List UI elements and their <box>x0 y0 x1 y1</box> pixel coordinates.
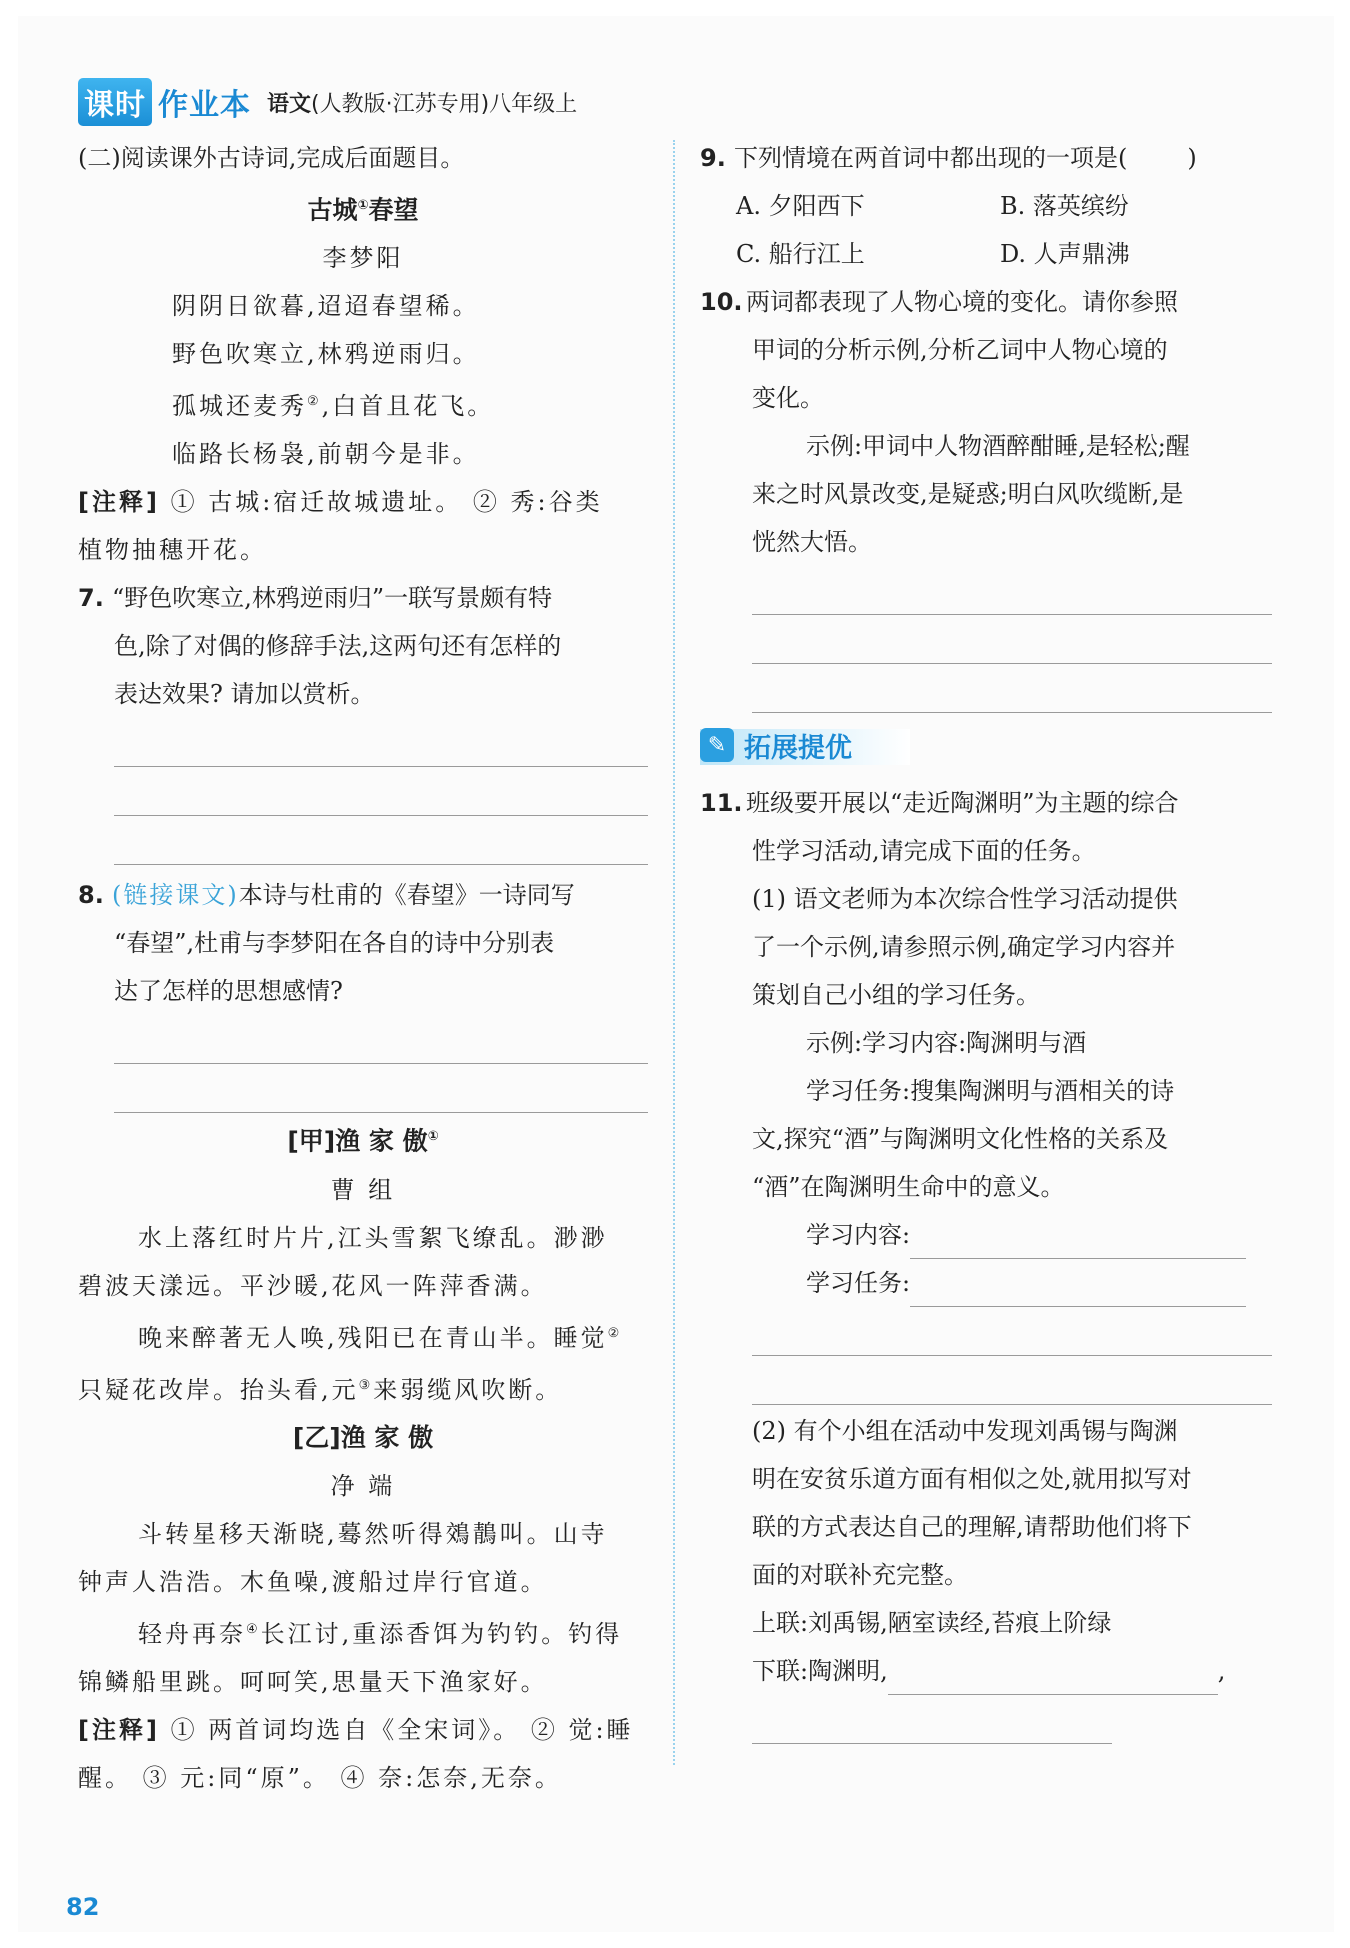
note-tag: [注释] <box>78 1715 160 1744</box>
answer-line[interactable] <box>114 718 648 767</box>
question-number: 10. <box>700 288 743 316</box>
answer-line[interactable] <box>114 1015 648 1064</box>
page-header <box>78 78 577 126</box>
note1: [注释] ① 古城:宿迁故城遗址。 ② 秀:谷类 <box>78 488 603 517</box>
left-column <box>78 134 648 1802</box>
page-number: 82 <box>66 1893 100 1921</box>
link-textbook-tag: (链接课文) <box>112 881 239 910</box>
right-column <box>700 134 1272 1744</box>
example-task: 学习任务:搜集陶渊明与酒相关的诗 <box>806 1077 1175 1105</box>
option-a[interactable]: A. 夕阳西下 <box>736 192 865 220</box>
poem1-author: 李梦阳 <box>322 244 404 273</box>
answer-line[interactable] <box>114 767 648 816</box>
answer-line[interactable] <box>114 816 648 865</box>
question-9: 9. 下列情境在两首词中都出现的一项是( ) A. 夕阳西下 B. 落英缤纷 C. 船行江上 D. 人声鼎沸 <box>700 134 1272 278</box>
book-logo <box>78 78 251 126</box>
answer-line[interactable] <box>752 1356 1272 1405</box>
question-11: 11. 班级要开展以“走近陶渊明”为主题的综合 性学习活动,请完成下面的任务。 (1) 语文老师为本次综合性学习活动提供 了一个示例,请参照示例,确定学习内容并 策划自己小组的学习任务。 示例:学习内容:陶渊明与酒 学习任务:搜集陶渊明与酒相关的诗 文,探究“酒”与陶渊明文化性格的关系及 “酒”在陶渊明生命中的意义。 学习内容: 学习任务: (2) 有个小组在活动中发现刘禹锡与陶渊 明在安贫乐道方面有相似之处,就用拟写对 联的方式表达自己的理解,请帮助他们将下 面的对联补充完整。 上联:刘禹锡,陋室读经,苔痕上阶绿 下联:陶渊明, , <box>700 779 1272 1744</box>
option-b[interactable]: B. 落英缤纷 <box>1000 192 1129 220</box>
question-number: 8. <box>78 881 104 910</box>
poem1-line: 临路长杨袅,前朝今是非。 <box>172 440 480 469</box>
couplet-input-line[interactable] <box>888 1662 1218 1695</box>
option-c[interactable]: C. 船行江上 <box>736 240 865 268</box>
poem-jia: [甲]渔 家 傲① 曹 组 水上落红时片片,江头雪絮飞缭乱。渺渺 碧波天漾远。平沙暖,花风一阵萍香满。 晚来醉著无人唤,残阳已在青山半。睡觉② 只疑花改岸。抬头看,元③来弱缆风吹断。 <box>78 1113 648 1413</box>
poem-guchengchunwang <box>78 182 648 478</box>
pencil-icon: ✎ <box>700 728 734 762</box>
column-divider <box>673 140 675 1765</box>
header-edition: (人教版·江苏专用)八年级上 <box>311 91 578 117</box>
note2: [注释] ① 两首词均选自《全宋词》。 ② 觉:睡 <box>78 1715 634 1744</box>
question-number: 9. <box>700 144 726 172</box>
question-number: 7. <box>78 584 104 613</box>
subquestion-2: (2) 有个小组在活动中发现刘禹锡与陶渊 <box>752 1417 1178 1445</box>
question-number: 11. <box>700 789 743 817</box>
answer-line[interactable] <box>752 566 1272 615</box>
options-row <box>700 230 1272 278</box>
field-task: 学习任务: <box>700 1259 1272 1307</box>
note1-cont: 植物抽穗开花。 <box>78 536 267 565</box>
section-header-extension <box>700 719 1272 771</box>
answer-line[interactable] <box>752 1695 1112 1744</box>
logo-text: 作业本 <box>158 88 251 123</box>
poem1-line: 阴阴日欲暮,迢迢春望稀。 <box>172 292 480 321</box>
option-d[interactable]: D. 人声鼎沸 <box>1000 240 1130 268</box>
options-row <box>700 182 1272 230</box>
note-tag: [注释] <box>78 488 160 517</box>
poem-yi: [乙]渔 家 傲 净 端 斗转星移天渐晓,蓦然听得鵁鶄叫。山寺 钟声人浩浩。木鱼噪,渡船过岸行官道。 轻舟再奈④长江讨,重添香饵为钓钓。钓得 锦鳞船里跳。呵呵笑,思量天下渔家好。 <box>78 1414 648 1706</box>
poem-yi-title: [乙]渔 家 傲 <box>292 1422 434 1452</box>
question-8: 8. (链接课文)本诗与杜甫的《春望》一诗同写 “春望”,杜甫与李梦阳在各自的诗中分别表 达了怎样的思想感情? <box>78 871 648 1113</box>
section-header-title: 拓展提优 <box>744 732 852 764</box>
poem1-title: 古城①春望 <box>307 195 419 225</box>
note2-cont: 醒。 ③ 元:同“原”。 ④ 奈:怎奈,无奈。 <box>78 1763 562 1792</box>
poem-jia-title: [甲]渔 家 傲① <box>287 1126 439 1156</box>
couplet-lower: 下联:陶渊明, , <box>700 1647 1272 1695</box>
answer-line[interactable] <box>114 1064 648 1113</box>
poem1-line: 孤城还麦秀②,白首且花飞。 <box>172 392 495 421</box>
content-input-line[interactable] <box>910 1226 1246 1259</box>
logo-box-text: 课时 <box>78 78 152 126</box>
answer-line[interactable] <box>752 615 1272 664</box>
couplet-upper: 上联:刘禹锡,陋室读经,苔痕上阶绿 <box>752 1609 1112 1637</box>
poem-yi-author: 净 端 <box>330 1471 396 1500</box>
header-subject: 语文 <box>267 91 312 117</box>
example-content: 示例:学习内容:陶渊明与酒 <box>806 1029 1087 1057</box>
answer-line[interactable] <box>752 1307 1272 1356</box>
task-input-line[interactable] <box>910 1274 1246 1307</box>
header-subtitle <box>267 87 577 118</box>
question-7: 7. “野色吹寒立,林鸦逆雨归”一联写景颇有特 色,除了对偶的修辞手法,这两句还有怎样的 表达效果? 请加以赏析。 <box>78 574 648 865</box>
example-text: 示例:甲词中人物酒醉酣睡,是轻松;醒 <box>806 432 1190 460</box>
section-title: (二)阅读课外古诗词,完成后面题目。 <box>78 144 465 172</box>
question-10: 10. 两词都表现了人物心境的变化。请你参照 甲词的分析示例,分析乙词中人物心境的 变化。 示例:甲词中人物酒醉酣睡,是轻松;醒 来之时风景改变,是疑惑;明白风吹缆断,是 恍然大悟。 <box>700 278 1272 713</box>
poem1-line: 野色吹寒立,林鸦逆雨归。 <box>172 340 480 369</box>
field-content: 学习内容: <box>700 1211 1272 1259</box>
subquestion-1: (1) 语文老师为本次综合性学习活动提供 <box>752 885 1178 913</box>
poem-jia-author: 曹 组 <box>330 1175 396 1204</box>
answer-line[interactable] <box>752 664 1272 713</box>
